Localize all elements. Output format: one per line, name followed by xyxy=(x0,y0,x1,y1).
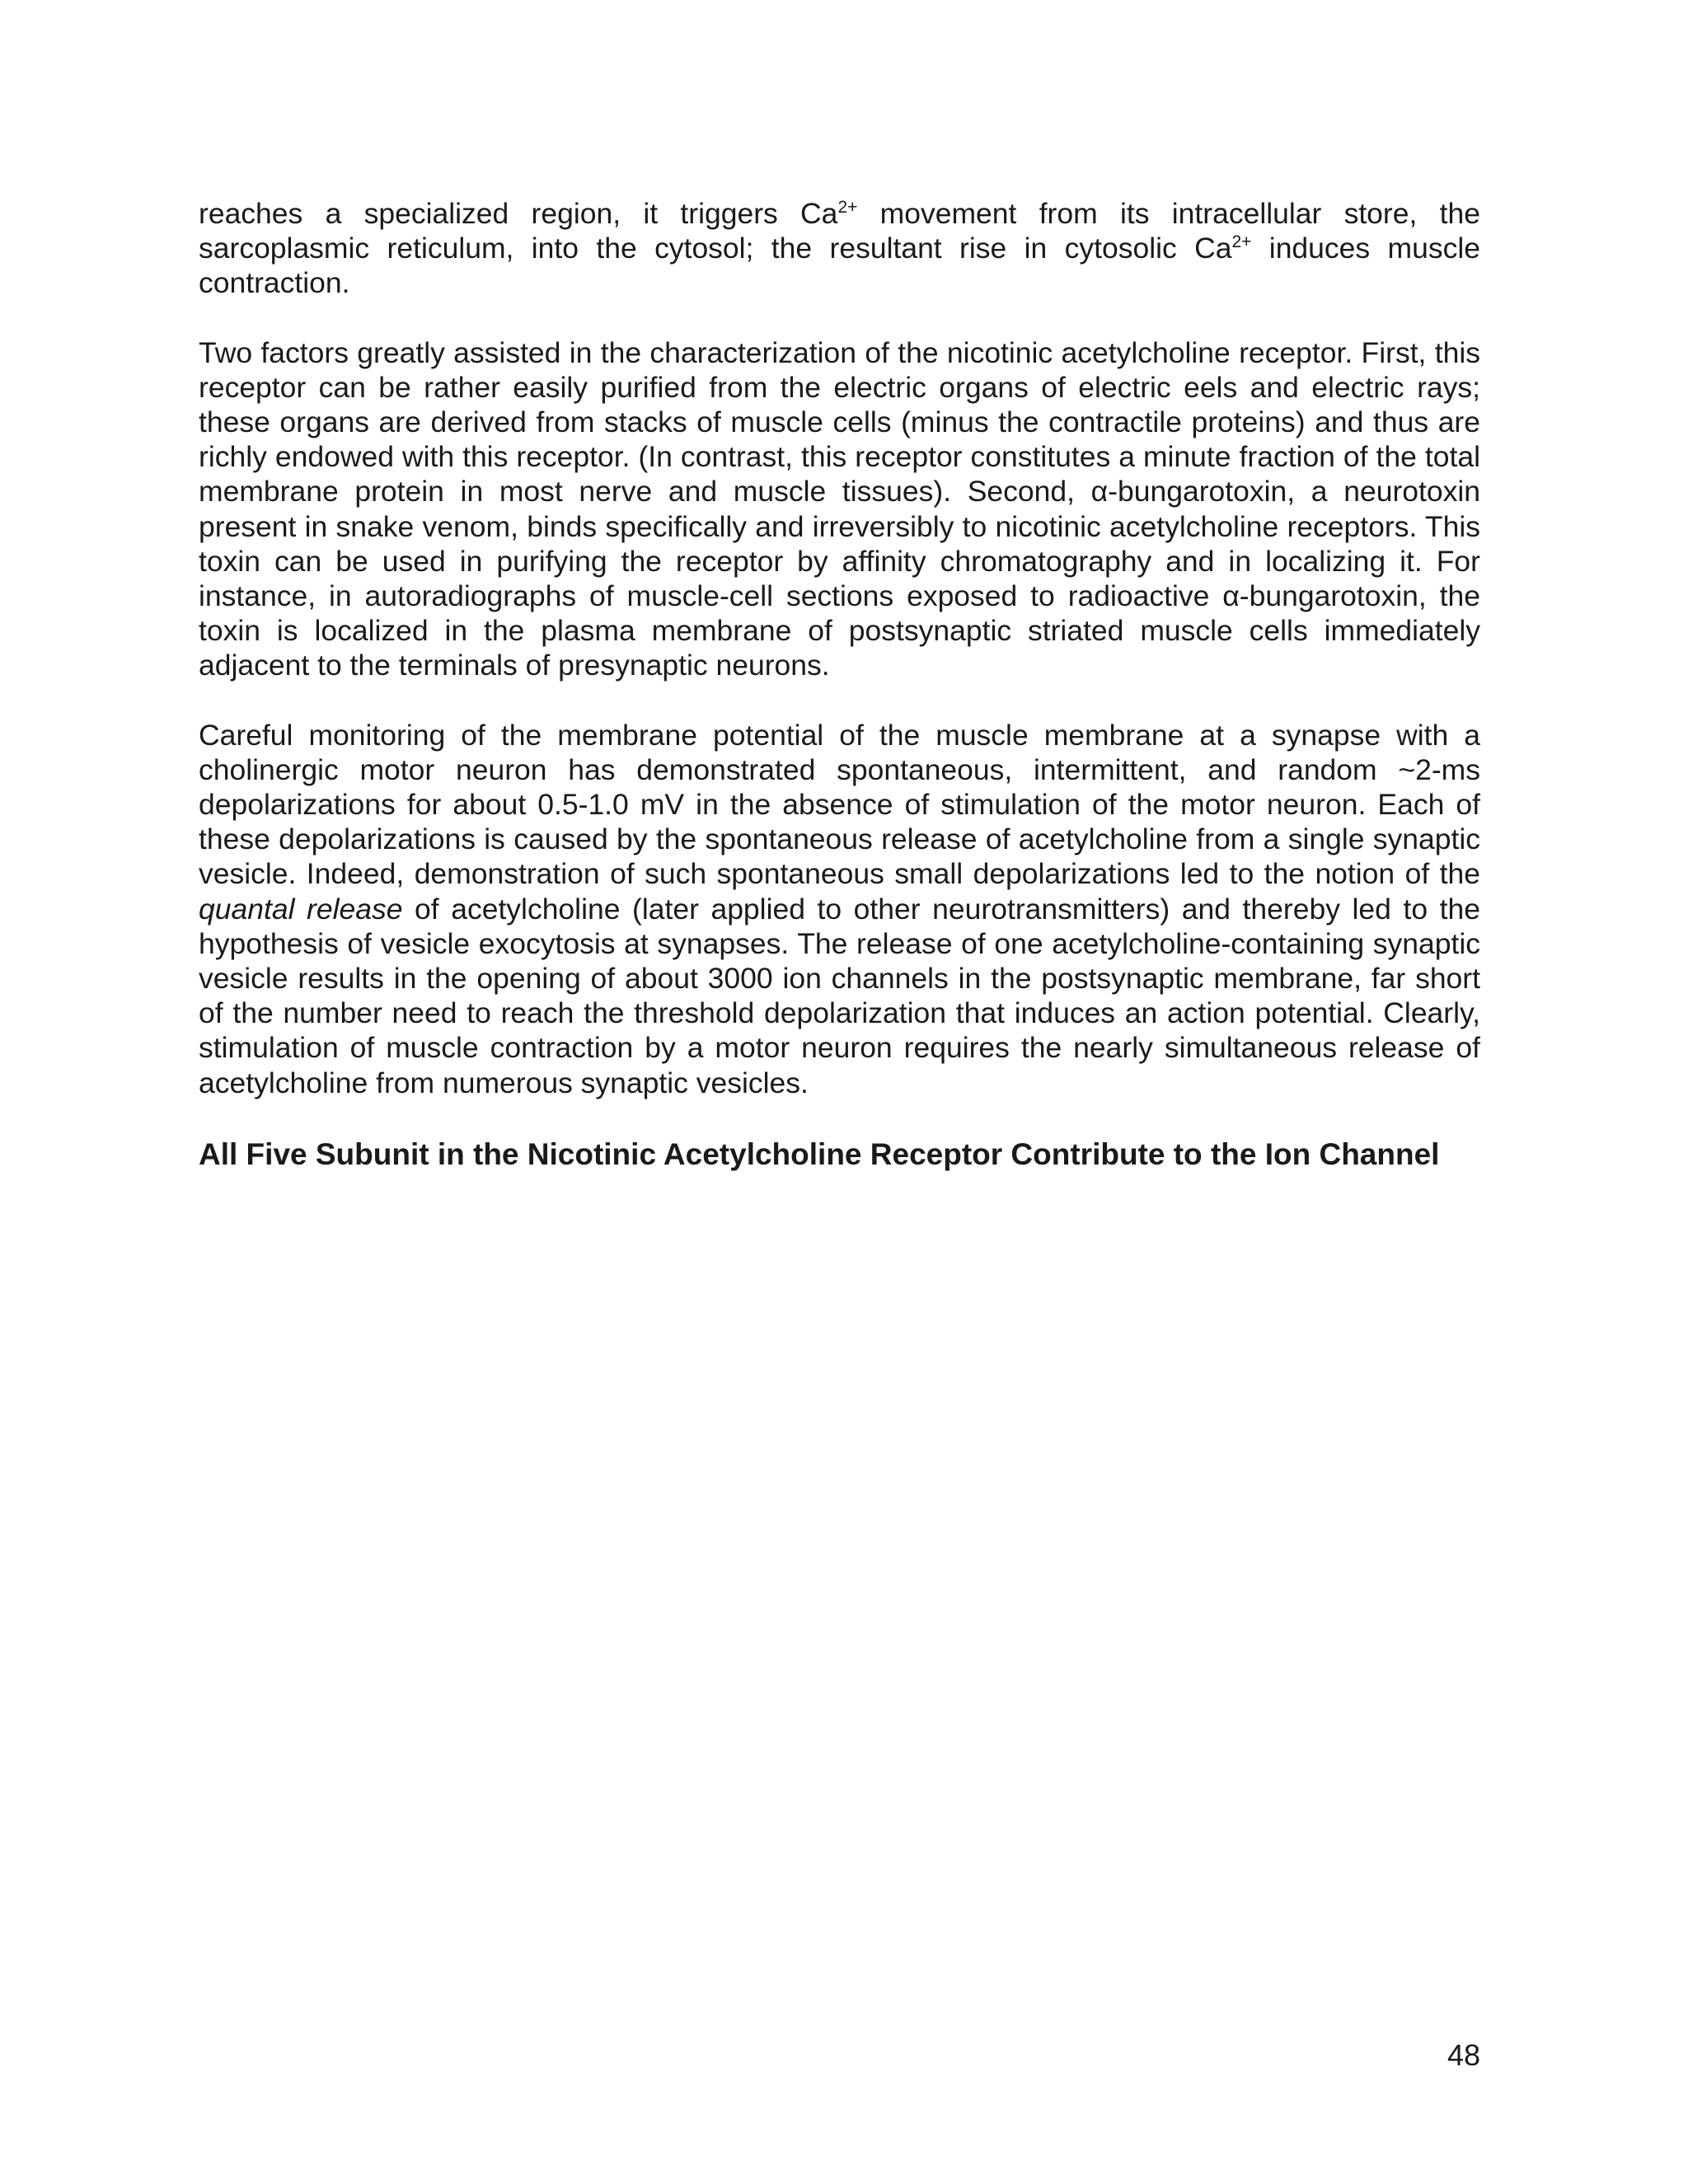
section-heading-wrap xyxy=(199,1118,1480,1191)
text-run: reaches a specialized region, it triggers Ca xyxy=(199,197,838,230)
page-number: 48 xyxy=(1447,2038,1480,2072)
superscript: 2+ xyxy=(1231,232,1252,252)
text-run: Careful monitoring of the membrane potential of the muscle membrane at a synapse with a cholinergic motor neuron has demonstrated spontaneous, intermittent, and random ~2-ms depolarizations for about 0.5-1.0 mV in the absence of stimulation of the motor neuron. Each of these depolarizations is caused by the spontaneous release of acetylcholine from a single synaptic vesicle. Indeed, demonstration of such spontaneous small depolarizations led to the notion of the xyxy=(199,718,1480,891)
paragraph-calcium-release xyxy=(199,196,1480,301)
italic-term: quantal release xyxy=(199,892,403,926)
section-heading: All Five Subunit in the Nicotinic Acetylcholine Receptor Contribute to the Ion Channel xyxy=(199,1137,1440,1171)
paragraph-quantal-release xyxy=(199,718,1480,1100)
text-run: of acetylcholine (later applied to other neurotransmitters) and thereby led to the hypothesis of vesicle exocytosis at synapses. The release of one acetylcholine-containing synaptic vesicle results in the opening of about 3000 ion channels in the postsynaptic membrane, far short of the number need to reach the threshold depolarization that induces an action potential. Clearly, stimulation of muscle contraction by a motor neuron requires the nearly simultaneous release of acetylcholine from numerous synaptic vesicles. xyxy=(199,892,1480,1099)
text-run: induces muscle contraction. xyxy=(199,232,1480,300)
text-run: movement from its intracellular store, the sarcoplasmic reticulum, into the cytosol; the resultant rise in cytosolic Ca xyxy=(199,197,1480,265)
paragraph-spacer xyxy=(199,301,1480,335)
paragraph-receptor-characterization: Two factors greatly assisted in the characterization of the nicotinic acetylcholine receptor. First, this receptor can be rather easily purified from the electric organs of electric eels and electric rays; these organs are derived from stacks of muscle cells (minus the contractile proteins) and thus are richly endowed with this receptor. (In contrast, this receptor constitutes a minute fraction of the total membrane protein in most nerve and muscle tissues). Second, α-bungarotoxin, a neurotoxin present in snake venom, binds specifically and irreversibly to nicotinic acetylcholine receptors. This toxin can be used in purifying the receptor by affinity chromatography and in localizing it. For instance, in autoradiographs of muscle-cell sections exposed to radioactive α-bungarotoxin, the toxin is localized in the plasma membrane of postsynaptic striated muscle cells immediately adjacent to the terminals of presynaptic neurons. xyxy=(199,335,1480,682)
document-body xyxy=(199,196,1480,1191)
superscript: 2+ xyxy=(837,197,858,217)
paragraph-spacer xyxy=(199,683,1480,718)
